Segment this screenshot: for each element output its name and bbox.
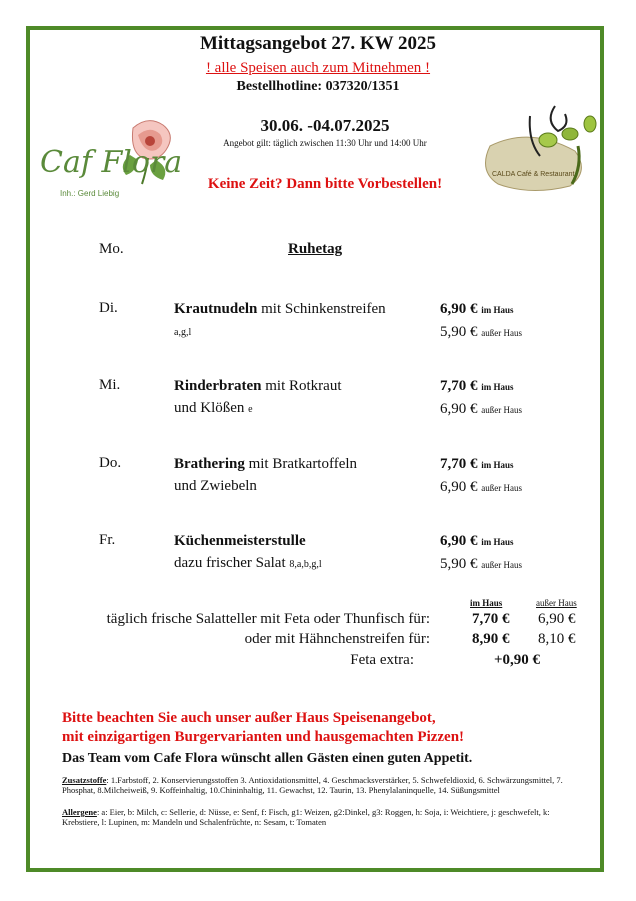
preorder-note: Keine Zeit? Dann bitte Vorbestellen! [207, 176, 443, 192]
day-wednesday: Mi. [99, 377, 121, 393]
allergen-codes: a,g,l [174, 327, 192, 338]
closing-greeting: Das Team vom Cafe Flora wünscht allen Gästen einen guten Appetit. [62, 751, 473, 766]
menu-title: Mittagsangebot 27. KW 2025 [199, 33, 437, 54]
validity-note: Angebot gilt: täglich zwischen 11:30 Uhr und 14:00 Uhr [223, 138, 427, 148]
salad-head-takeaway: außer Haus [536, 598, 577, 608]
dish-wednesday: Rinderbraten mit Rotkraut und Klößen e [174, 378, 342, 416]
allergen-codes: e [248, 404, 253, 415]
calda-logo [470, 96, 610, 201]
day-monday: Mo. [99, 241, 124, 257]
dish-thursday: Brathering mit Bratkartoffeln und Zwiebeln [174, 456, 358, 494]
svg-text:CALDA Café & Restaurant: CALDA Café & Restaurant [492, 171, 575, 178]
takeaway-note: ! alle Speisen auch zum Mitnehmen ! [205, 60, 431, 76]
salad-row-price-out: 6,90 € [538, 611, 576, 627]
price-friday: 6,90 € im Haus 5,90 € außer Haus [440, 533, 522, 572]
salad-row-label: oder mit Hähnchenstreifen für: [244, 631, 430, 647]
order-hotline: Bestellhotline: 037320/1351 [236, 79, 400, 94]
takeaway-notice-line1: Bitte beachten Sie auch unser außer Haus Speisenangebot, [62, 710, 436, 726]
day-thursday: Do. [99, 455, 122, 471]
salad-row-price-out: 8,10 € [538, 631, 576, 647]
allergen-codes: 8,a,b,g,l [289, 559, 322, 570]
allergens-legend: Allergene: a: Eier, b: Milch, c: Sellerie, d: Nüsse, e: Senf, f: Fisch, g1: Weizen, g2:Dinkel, g3: Roggen, h: Soja, i: Weichtiere, j: geschwefelt, k: Krebstiere, l: Lupinen, m: Mandeln und Schalenfrüchte, n: Sesam, t: Tomaten [62, 807, 550, 827]
takeaway-notice-line2: mit einzigartigen Burgervarianten und hausgemachten Pizzen! [62, 729, 465, 745]
salad-row-price-in: 8,90 € [472, 631, 510, 647]
olive-icon [470, 96, 610, 201]
day-tuesday: Di. [99, 300, 118, 316]
price-tuesday: 6,90 € im Haus 5,90 € außer Haus [440, 301, 522, 340]
salad-row-price-in: 7,70 € [472, 611, 510, 627]
day-friday: Fr. [99, 532, 116, 548]
additives-legend: Zusatzstoffe: 1.Farbstoff, 2. Konservierungsstoffen 3. Antioxidationsmittel, 4. Geschmacksverstärker, 5. Schwefeldioxid, 6. Schwärzungsmittel, 7. Phosphat, 8.Milcheiweiß, 9. Koffeinhaltig, 10.Chininhaltig, 11. Gewachst, 12. Taurin, 13. Phenylalaninquelle, 14. Süßungsmittel [62, 775, 563, 795]
price-thursday: 7,70 € im Haus 6,90 € außer Haus [440, 456, 522, 495]
dish-friday: Küchenmeisterstulle dazu frischer Salat 8,a,b,g,l [174, 533, 322, 571]
svg-text:Caf Flora: Caf Flora [40, 145, 183, 180]
salad-row-price-in: +0,90 € [494, 652, 541, 668]
cafe-flora-logo [38, 110, 188, 200]
svg-text:Inh.: Gerd Liebig: Inh.: Gerd Liebig [60, 189, 120, 198]
price-wednesday: 7,70 € im Haus 6,90 € außer Haus [440, 378, 522, 417]
salad-row-label: täglich frische Salatteller mit Feta oder Thunfisch für: [106, 611, 430, 627]
dish-tuesday: Krautnudeln mit Schinkenstreifen a,g,l [174, 301, 386, 338]
flower-icon [38, 110, 188, 200]
offer-period: 30.06. -04.07.2025 [260, 116, 390, 135]
rest-day-label: Ruhetag [288, 241, 343, 257]
salad-row-label: Feta extra: [350, 652, 414, 668]
salad-head-inhouse: im Haus [470, 598, 503, 608]
